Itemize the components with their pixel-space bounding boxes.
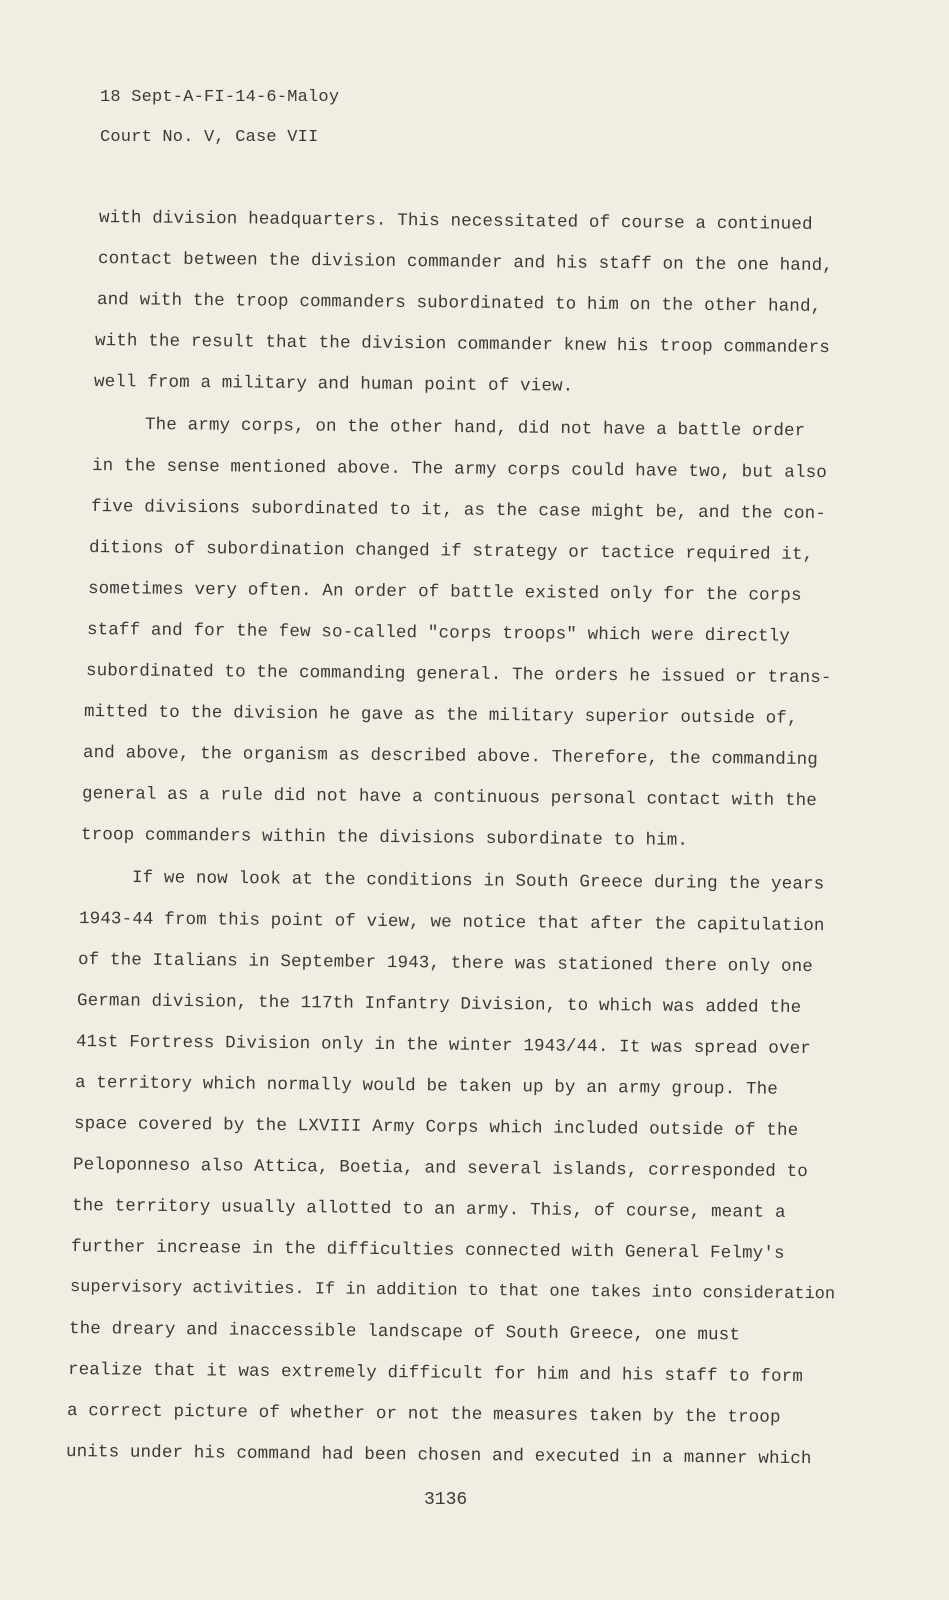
text-line: contact between the division commander and his staff on the one hand, [97,249,834,277]
text-line: general as a rule did not have a continuous personal contact with the [81,784,818,812]
text-line: The army corps, on the other hand, did not have a battle order [144,415,806,442]
page-number: 3136 [424,1490,468,1510]
text-line: and above, the organism as described above. Therefore, the commanding [82,743,819,771]
text-line: realize that it was extremely difficult for him and his staff to form [67,1360,804,1388]
text-line: 1943-44 from this point of view, we notice that after the capitulation [78,909,825,937]
text-line: the territory usually allotted to an army. This, of course, meant a [71,1196,786,1223]
text-line: and with the troop commanders subordinated to him on the other hand, [96,290,822,317]
text-line: mitted to the division he gave as the military superior outside of, [83,702,798,729]
text-line: troop commanders within the divisions subordinate to him. [80,825,689,851]
text-line: in the sense mentioned above. The army corps could have two, but also [91,456,828,484]
text-line: well from a military and human point of view. [93,372,574,397]
court-case-label: Court No. V, Case VII [100,128,319,147]
text-line: ditions of subordination changed if strategy or tactice required it, [88,538,814,565]
text-line: sometimes very often. An order of battle existed only for the corps [87,579,802,606]
text-line: a correct picture of whether or not the measures taken by the troop [66,1401,781,1428]
text-line: Peloponneso also Attica, Boetia, and several islands, corresponded to [72,1155,809,1183]
text-line: space covered by the LXVIII Army Corps which included outside of the [73,1114,799,1141]
text-line: with division headquarters. This necessitated of course a continued [98,208,813,235]
text-line: subordinated to the commanding general. The orders he issued or trans- [85,661,832,689]
text-line: 41st Fortress Division only in the winter 1943/44. It was spread over [75,1032,812,1060]
text-line: If we now look at the conditions in South Greece during the years [131,868,825,895]
text-line: of the Italians in September 1943, there was stationed there only one [77,950,814,978]
text-line: five divisions subordinated to it, as the case might be, and the con- [90,497,827,525]
text-line: units under his command had been chosen and executed in a manner which [65,1442,812,1470]
text-line: staff and for the few so-called "corps troops" which were directly [86,620,791,647]
text-line: a territory which normally would be taken up by an army group. The [74,1073,779,1100]
text-line: German division, the 117th Infantry Division, to which was added the [76,991,802,1018]
text-line: supervisory activities. If in addition to that one takes into consideration [69,1278,836,1305]
text-line: further increase in the difficulties connected with General Felmy's [70,1237,785,1264]
document-reference: 18 Sept-A-FI-14-6-Maloy [100,88,340,107]
text-line: with the result that the division commander knew his troop commanders [94,331,831,359]
text-line: the dreary and inaccessible landscape of South Greece, one must [68,1319,741,1346]
